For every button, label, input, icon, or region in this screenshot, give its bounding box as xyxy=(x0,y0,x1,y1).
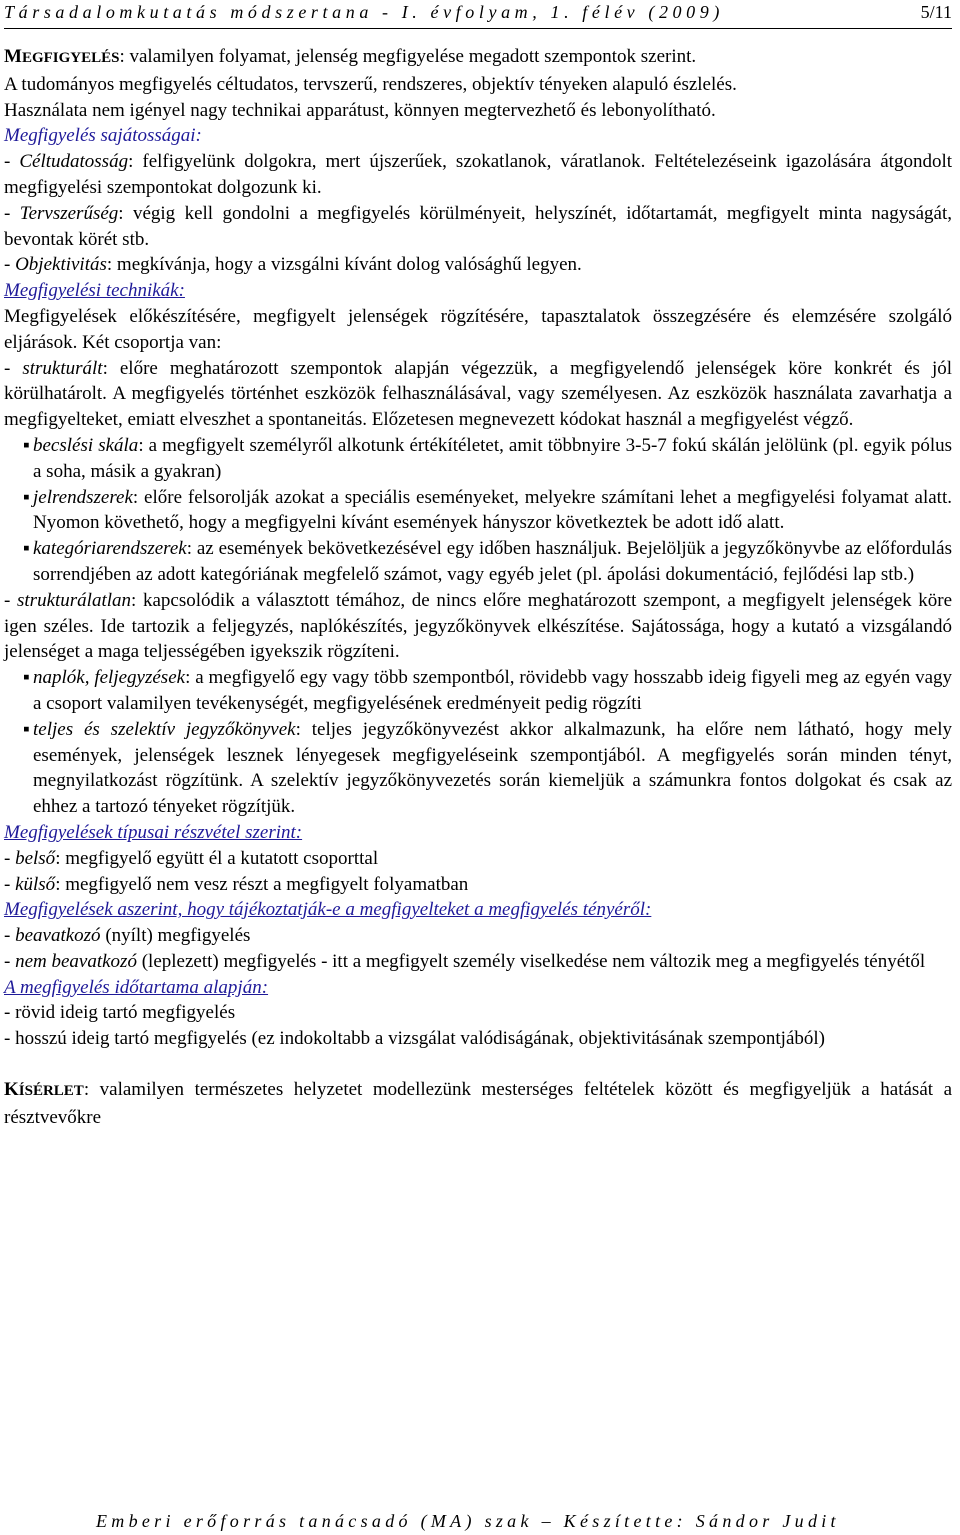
page-number: 5/11 xyxy=(920,2,952,22)
list-item: - beavatkozó (nyílt) megfigyelés xyxy=(4,925,251,947)
section-heading: Megfigyelés sajátosságai: xyxy=(4,125,202,147)
list-item: - Tervszerűség: végig kell gondolni a megfigyelés körülményeit, helyszínét, időtartamát, megfigyelt minta nagyságát, bevontak körét stb. xyxy=(4,202,953,250)
list-item: - nem beavatkozó (leplezett) megfigyelés - itt a megfigyelt személy viselkedése nem változik meg a megfigyelés tényétől xyxy=(4,950,926,972)
list-item: - rövid ideig tartó megfigyelés xyxy=(4,1002,236,1024)
bullet-item: ▪ teljes és szelektív jegyzőkönyvek: teljes jegyzőkönyvezést akkor alkalmazunk, ha előre nem látható, hogy mely események, jelenségek lesznek lényegesek megfigyeléseink szempontjából. A megfigyelés során minden tényt, megnyilatkozást rögzítünk. A szelektív jegyzőkönyvezetés során kiemeljük a számunkra fontos dolgokat és csak az ehhez a tartozó tényeket rögzítjük. xyxy=(23,718,952,818)
list-item: - Céltudatosság: felfigyelünk dolgokra, mert újszerűek, szokatlanok, váratlanok. Feltételezéseink igazolására átgondolt megfigyelési szempontokat dolgozunk ki. xyxy=(4,151,953,198)
list-item: - Objektivitás: megkívánja, hogy a vizsgálni kívánt dolog valósághű legyen. xyxy=(4,254,582,276)
list-item: - külső: megfigyelő nem vesz részt a megfigyelt folyamatban xyxy=(4,873,469,895)
section-heading: A megfigyelés időtartama alapján: xyxy=(4,976,269,998)
page-header xyxy=(4,2,952,29)
paragraph: A tudományos megfigyelés céltudatos, tervszerű, rendszeres, objektív tényeken alapuló észlelés. xyxy=(4,73,737,95)
bullet-icon: ▪ xyxy=(23,486,30,508)
bullet-list xyxy=(4,433,952,588)
section-heading: Megfigyelések aszerint, hogy tájékoztatják-e a megfigyelteket a megfigyelés tényéről: xyxy=(4,899,652,921)
list-item: - hosszú ideig tartó megfigyelés (ez indokoltabb a vizsgálat valódiságának, objektivitásának szempontjából) xyxy=(4,1028,825,1050)
bullet-item: ▪ kategóriarendszerek: az események bekövetkezésével egy időben használjuk. Bejelöljük a jegyzőkönyvbe az előfordulás sorrendjében az adott kategóriának megfelelő számot, vagy egyéb jelet (pl. ápolási dokumentáció, fejlődési lap stb.) xyxy=(23,538,952,585)
paragraph: Megfigyelések előkészítésére, megfigyelt jelenségek rögzítésére, tapasztalatok összegzésére és elemzésére szolgáló eljárások. Két csoportja van: xyxy=(4,305,952,353)
term-rest: ÍSÉRLET xyxy=(18,1083,84,1100)
definition-kiserlet xyxy=(4,1077,952,1131)
definition-megfigyeles xyxy=(4,44,952,72)
paragraph: Használata nem igényel nagy technikai apparátust, könnyen megtervezhető és lebonyolítható. xyxy=(4,99,716,121)
definition-text: : valamilyen természetes helyzetet modellezünk mesterséges feltételek között és megfigyeljük a hatását a résztvevőkre xyxy=(4,1079,952,1128)
bullet-icon: ▪ xyxy=(23,667,30,689)
document-body xyxy=(4,44,952,1131)
header-title: Társadalomkutatás módszertana - I. évfolyam, 1. félév (2009) xyxy=(4,2,724,22)
section-heading: Megfigyelések típusai részvétel szerint: xyxy=(4,821,303,843)
page-footer: Emberi erőforrás tanácsadó (MA) szak – Készítette: Sándor Judit xyxy=(96,1511,840,1531)
bullet-icon: ▪ xyxy=(23,538,30,560)
definition-text: : valamilyen folyamat, jelenség megfigyelése megadott szempontok szerint. xyxy=(119,46,697,67)
bullet-item: ▪ jelrendszerek: előre felsorolják azokat a speciális eseményeket, melyekre számítani lehet a megfigyelési folyamat alatt. Nyomon követhető, hogy a megfigyelni kívánt események hányszor következtek be adott idő alatt. xyxy=(23,486,952,534)
list-item: - strukturálatlan: kapcsolódik a választott témához, de nincs előre meghatározott szempont, a megfigyelt jelenségek köre igen széles. Ide tartozik a feljegyzés, naplókészítés, jegyzőkönyvek elkészítése. Sajátossága, hogy a kutató a vizsgálandó jelenséget a maga teljességében igyekszik rögzíteni. xyxy=(4,589,953,663)
bullet-icon: ▪ xyxy=(23,434,30,456)
list-item: - belső: megfigyelő együtt él a kutatott csoporttal xyxy=(4,847,379,869)
term-rest: EGFIGYELÉS xyxy=(21,50,120,66)
bullet-item: ▪ naplók, feljegyzések: a megfigyelő egy vagy több szempontból, rövidebb vagy hosszabb ideig figyeli meg az egyén vagy a csoport valamilyen tevékenységét, megfigyelésének eredményeit pedig rögzíti xyxy=(23,667,952,714)
section-heading: Megfigyelési technikák: xyxy=(4,280,185,302)
term-initial: K xyxy=(4,1079,19,1101)
bullet-list xyxy=(4,665,952,820)
bullet-item: ▪ becslési skála: a megfigyelt személyről alkotunk értékítéletet, amit többnyire 3-5-7 fokú skálán jelölünk (pl. egyik pólus a soha, másik a gyakran) xyxy=(23,434,952,482)
term-initial: M xyxy=(4,46,22,67)
list-item: - strukturált: előre meghatározott szempontok alapján végezzük, a megfigyelendő jelenségek köre konkrét és jól körülhatárolt. A megfigyelés történhet eszközök felhasználásával, vagy személyesen. Az eszközök használata zavarhatja a megfigyelteket, emiatt elveszhet a spontaneitás. Előzetesen megnevezett kódokat használ a megfigyelést végző. xyxy=(4,357,952,431)
bullet-icon: ▪ xyxy=(23,718,30,740)
